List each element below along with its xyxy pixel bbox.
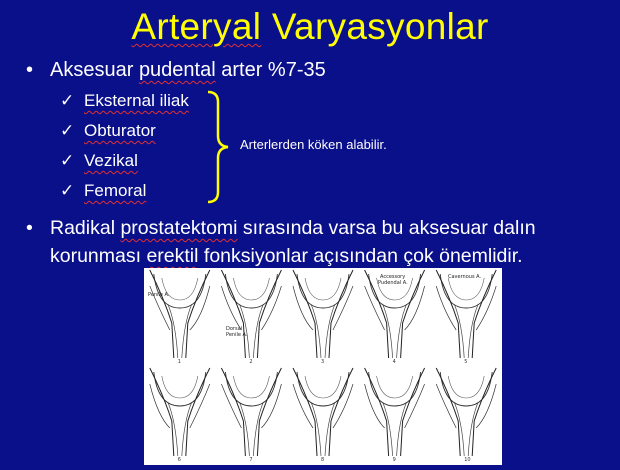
panel-number: 5	[464, 359, 468, 365]
figure-panel	[293, 368, 353, 463]
bullet-text: Radikal prostatektomi sırasında varsa bu aksesuar dalın korunması erektil fonksiyonlar açısından çok önemlidir.	[50, 217, 536, 267]
sub-item-label: Vezikal	[84, 151, 138, 170]
title-word-2: Varyasyonlar	[261, 6, 489, 47]
figure-panel	[365, 368, 425, 463]
figure-panel	[150, 270, 210, 365]
right-brace-icon	[204, 90, 234, 204]
panel-number: 3	[321, 359, 325, 365]
checkmark-icon: ✓	[60, 151, 75, 171]
checkmark-icon: ✓	[60, 121, 75, 141]
bullet-text: Aksesuar pudental arter %7-35	[50, 59, 326, 81]
label-pudendal-a: Pudendal A.	[378, 280, 408, 286]
figure-panel	[221, 270, 281, 365]
label-accessory: Accessory	[380, 274, 406, 280]
figure-panel	[221, 368, 281, 463]
sub-item-label: Obturator	[84, 121, 156, 140]
slide-title	[0, 6, 620, 48]
bullet-marker: •	[26, 217, 33, 239]
figure-panel	[293, 270, 353, 365]
label-dorsal-penile-a: Penile A.	[226, 332, 248, 338]
sub-item-label: Eksternal iliak	[84, 91, 189, 110]
sub-item-label: Femoral	[84, 181, 147, 200]
title-word-1: Arteryal	[131, 6, 262, 47]
brace-note: Arterlerden köken alabilir.	[240, 137, 387, 152]
checkmark-icon: ✓	[60, 181, 75, 201]
label-cavernous-a: Cavernous A.	[448, 274, 482, 280]
bullet-marker: •	[26, 59, 34, 81]
panel-number: 7	[249, 457, 253, 463]
figure-panel	[436, 270, 496, 365]
panel-number: 6	[177, 457, 181, 463]
figure-panel	[436, 368, 496, 463]
panel-number: 9	[392, 457, 396, 463]
figure-panel	[150, 368, 210, 463]
panel-number: 1	[177, 359, 181, 365]
arterial-variation-figure	[144, 268, 502, 465]
label-dorsal: Dorsal	[226, 326, 243, 332]
figure-panels	[150, 270, 496, 463]
figure-drawing	[144, 268, 502, 465]
panel-number: 4	[392, 359, 396, 365]
panel-number: 8	[321, 457, 325, 463]
panel-number: 2	[249, 359, 253, 365]
label-penile-a: Penile A.	[148, 292, 170, 298]
checkmark-icon: ✓	[60, 91, 75, 111]
panel-number: 10	[464, 457, 471, 463]
